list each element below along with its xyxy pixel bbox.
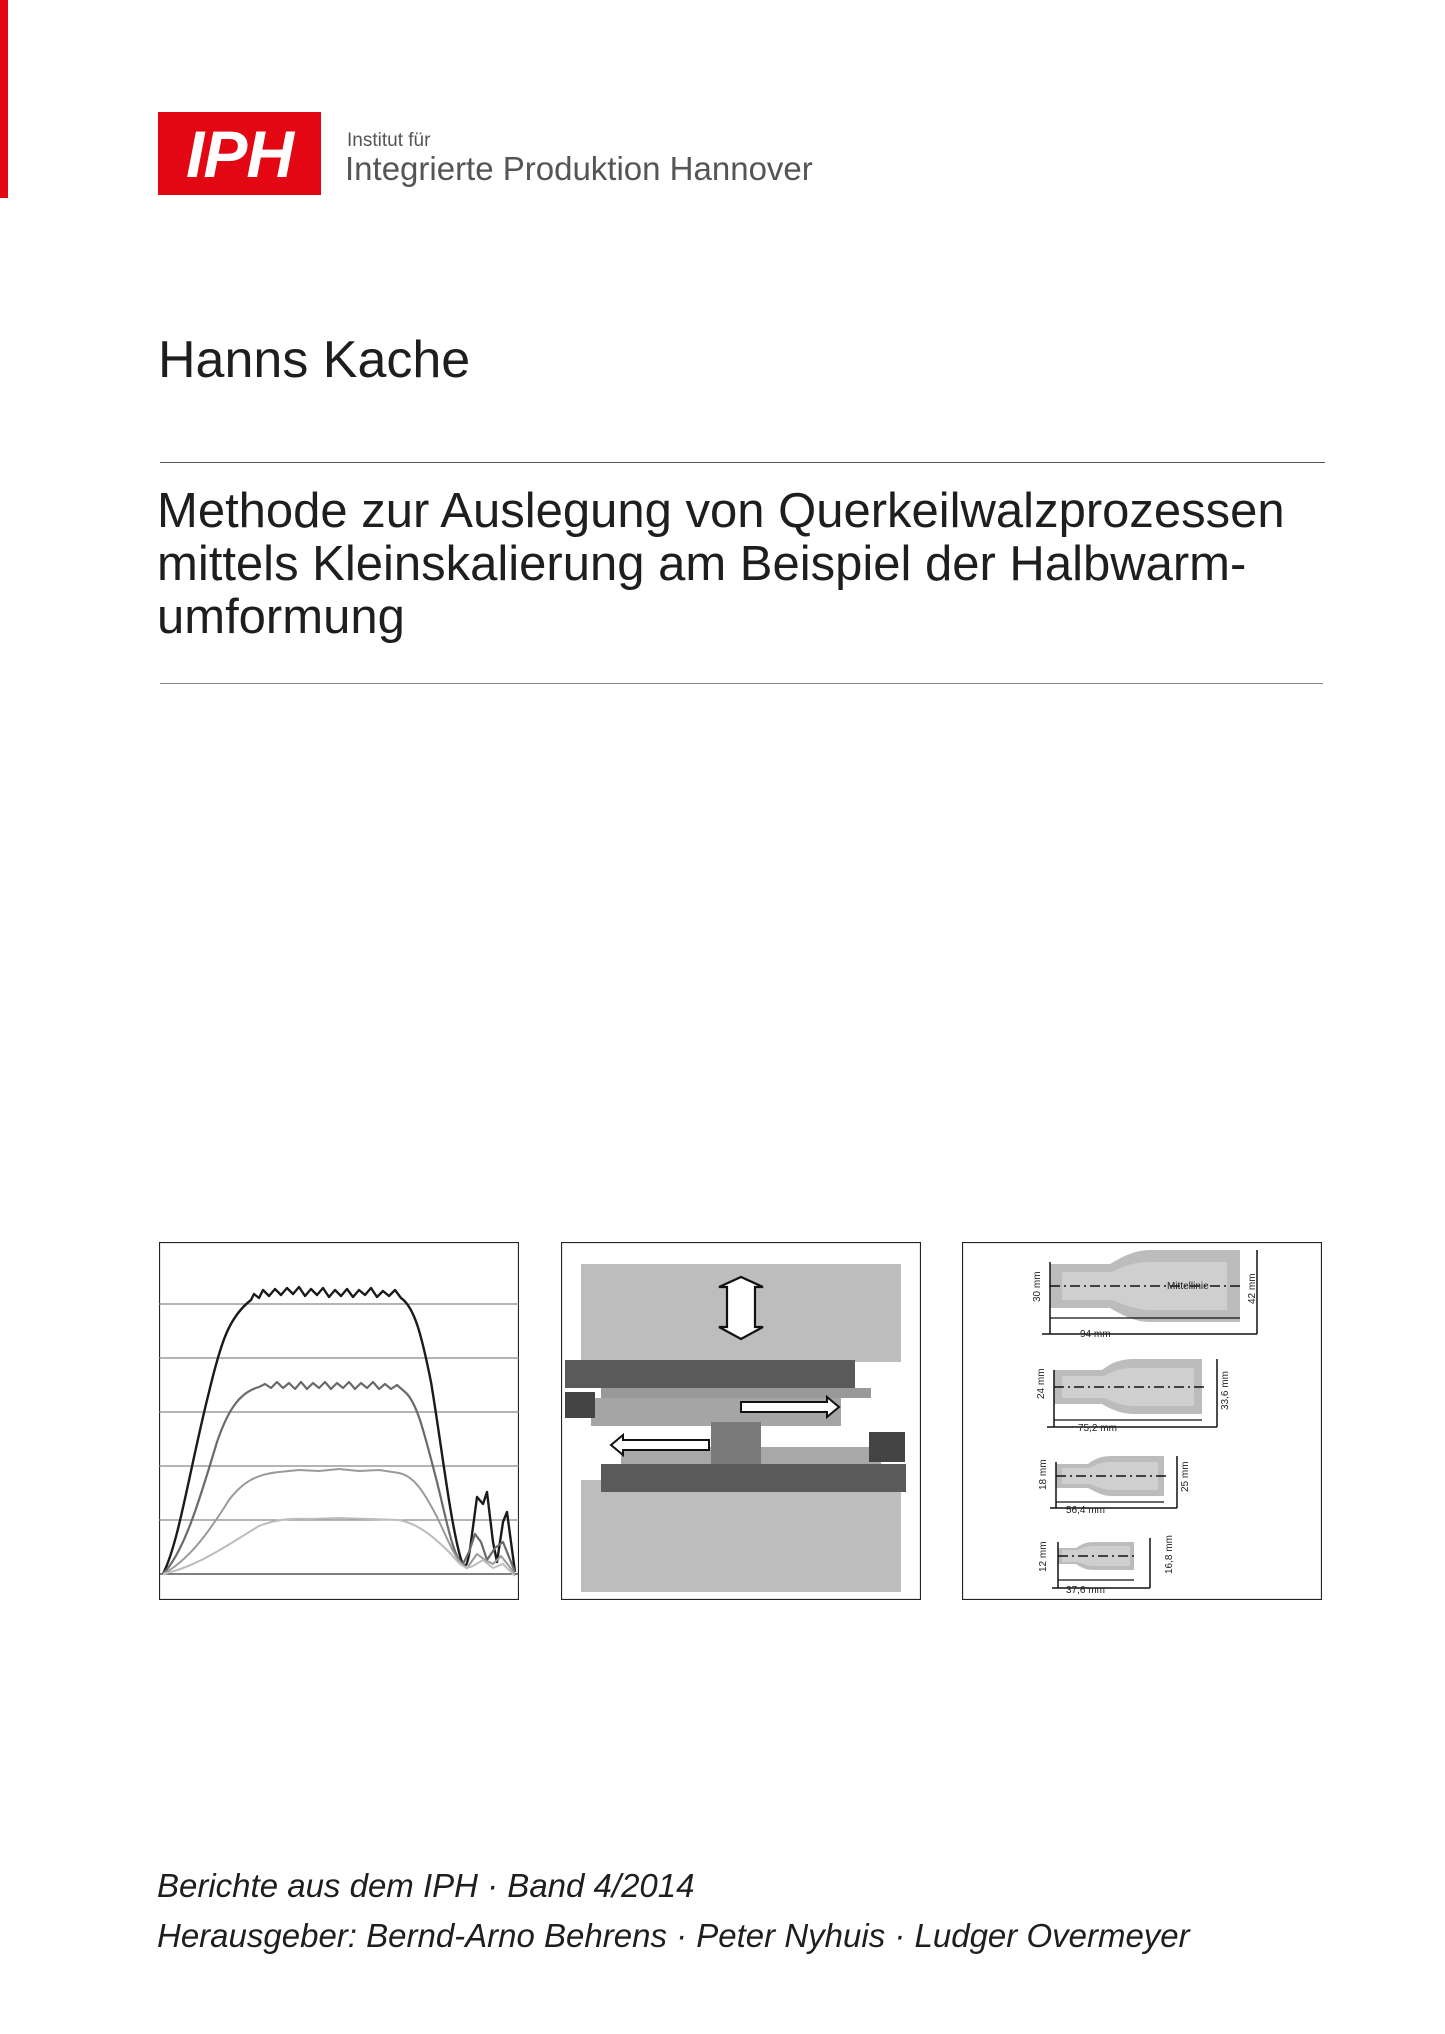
editors-info: Herausgeber: Bernd-Arno Behrens · Peter Nyhuis · Ludger Overmeyer	[157, 1917, 1190, 1954]
stage-4-large-diameter: 16,8 mm	[1164, 1535, 1175, 1574]
series-info: Berichte aus dem IPH · Band 4/2014	[157, 1867, 695, 1904]
stage-2-length: 75,2 mm	[1078, 1423, 1117, 1434]
book-title	[157, 485, 1357, 644]
stage-2-small-diameter: 24 mm	[1036, 1368, 1047, 1399]
institute-prefix: Institut für	[347, 130, 431, 151]
title-line-2: mittels Kleinskalierung am Beispiel der Halbwarm-	[157, 537, 1247, 591]
stage-4-length: 37,6 mm	[1066, 1585, 1105, 1596]
stage-1-length: 94 mm	[1080, 1329, 1111, 1340]
iph-logo: IPH	[158, 112, 321, 195]
stage-3-length: 56,4 mm	[1066, 1505, 1105, 1516]
stage-4-small-diameter: 12 mm	[1038, 1541, 1049, 1572]
dimension-figure	[962, 1242, 1322, 1600]
divider-bottom	[160, 683, 1323, 684]
stage-3-small-diameter: 18 mm	[1038, 1459, 1049, 1490]
title-line-1: Methode zur Auslegung von Querkeilwalzprozessen	[157, 484, 1285, 538]
stage-3-large-diameter: 25 mm	[1180, 1461, 1191, 1492]
red-edge-bar	[0, 0, 8, 198]
title-line-3: umformung	[157, 590, 405, 644]
stage-1-large-diameter: 42 mm	[1247, 1273, 1258, 1304]
stage-1-small-diameter: 30 mm	[1032, 1271, 1043, 1302]
divider-top	[160, 462, 1325, 463]
stage-2-large-diameter: 33,6 mm	[1220, 1371, 1231, 1410]
machine-schematic-figure	[561, 1242, 921, 1600]
force-curve-figure	[159, 1242, 519, 1600]
center-line-label: Mittellinie	[1167, 1281, 1209, 1292]
author-name: Hanns Kache	[158, 331, 471, 389]
institute-name: Integrierte Produktion Hannover	[345, 150, 813, 187]
